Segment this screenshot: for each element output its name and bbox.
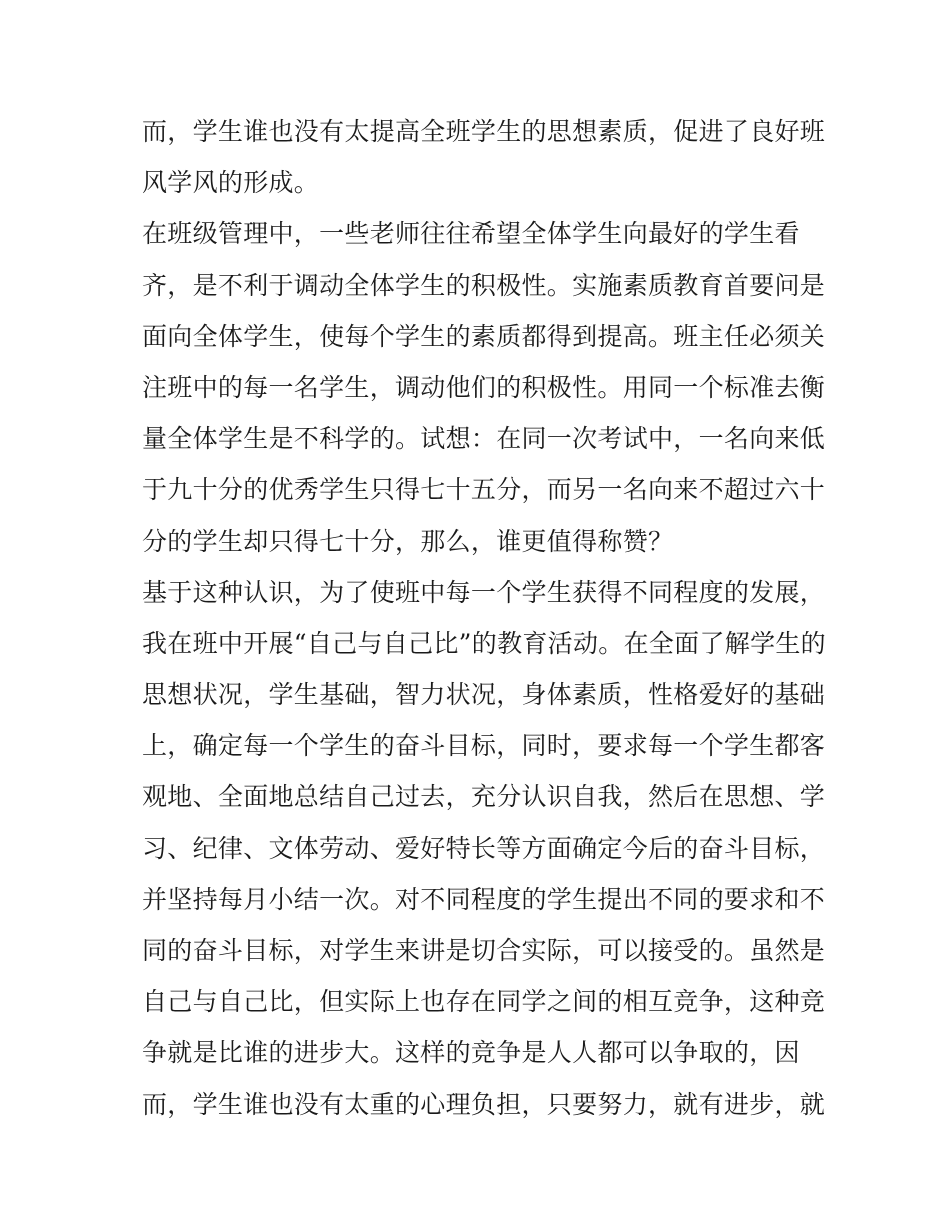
text-line: 思想状况，学生基础，智力状况，身体素质，性格爱好的基础 (142, 680, 826, 710)
text-line: 观地、全面地总结自己过去，充分认识自我，然后在思想、学 (142, 782, 826, 812)
text-line: 习、纪律、文体劳动、爱好特长等方面确定今后的奋斗目标， (142, 833, 826, 863)
text-line: 基于这种认识，为了使班中每一个学生获得不同程度的发展， (142, 577, 826, 607)
text-line: 同的奋斗目标，对学生来讲是切合实际，可以接受的。虽然是 (142, 936, 826, 965)
text-line: 风学风的形成。 (142, 168, 320, 198)
text-line: 而，学生谁也没有太重的心理负担，只要努力，就有进步，就 (142, 1089, 826, 1119)
text-line: 而，学生谁也没有太提高全班学生的思想素质，促进了良好班 (142, 117, 826, 146)
text-line: 面向全体学生，使每个学生的素质都得到提高。班主任必须关 (142, 321, 826, 351)
text-line: 于九十分的优秀学生只得七十五分，而另一名向来不超过六十 (142, 475, 826, 505)
text-line: 自己与自己比，但实际上也存在同学之间的相互竞争，这种竞 (142, 987, 826, 1017)
body-text (142, 106, 832, 1130)
text-line: 注班中的每一名学生，调动他们的积极性。用同一个标准去衡 (142, 372, 826, 402)
text-line: 在班级管理中，一些老师往往希望全体学生向最好的学生看 (142, 219, 800, 249)
text-line: 分的学生却只得七十分，那么，谁更值得称赞？ (142, 526, 674, 556)
text-line: 量全体学生是不科学的。试想：在同一次考试中，一名向来低 (142, 424, 826, 454)
text-line: 争就是比谁的进步大。这样的竞争是人人都可以争取的，因 (142, 1038, 800, 1068)
text-line: 并坚持每月小结一次。对不同程度的学生提出不同的要求和不 (142, 884, 826, 914)
text-line: 我在班中开展“自己与自己比”的教育活动。在全面了解学生的 (142, 628, 826, 658)
text-line: 齐，是不利于调动全体学生的积极性。实施素质教育首要问是 (142, 270, 826, 300)
text-line: 上，确定每一个学生的奋斗目标，同时，要求每一个学生都客 (142, 731, 826, 761)
